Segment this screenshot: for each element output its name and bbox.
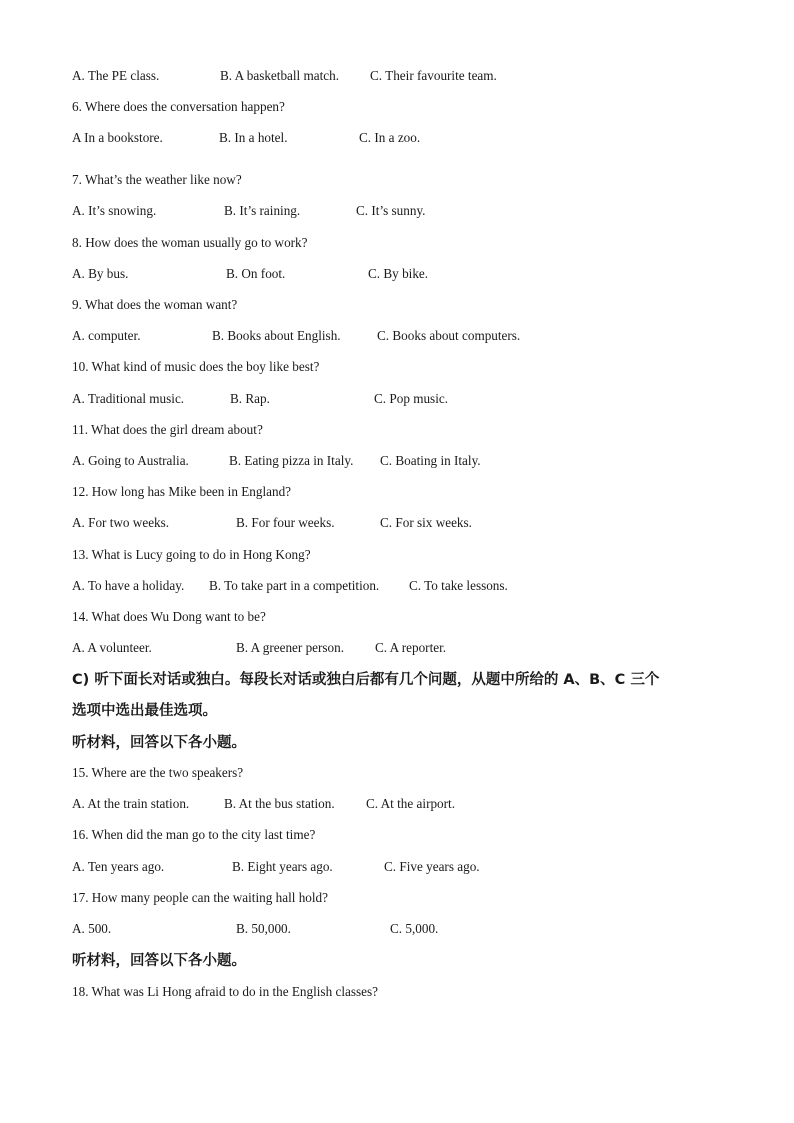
- option-a: A. To have a holiday.: [72, 578, 185, 593]
- option-a: A. At the train station.: [72, 796, 190, 811]
- question-14: 14. What does Wu Dong want to be?: [72, 609, 266, 624]
- option-a: A. Going to Australia.: [72, 453, 189, 468]
- question-15: 15. Where are the two speakers?: [72, 765, 244, 780]
- option-b: B. On foot.: [226, 266, 286, 281]
- question-16: 16. When did the man go to the city last time?: [72, 827, 316, 842]
- option-a: A. The PE class.: [72, 68, 160, 83]
- option-b: B. Eating pizza in Italy.: [229, 453, 354, 468]
- option-a: A. For two weeks.: [72, 515, 170, 530]
- section-c-instruction-cont: 选项中选出最佳选项。: [72, 703, 217, 719]
- question-7: 7. What’s the weather like now?: [72, 172, 242, 187]
- option-c: C. In a zoo.: [359, 130, 421, 145]
- option-a: A. 500.: [72, 921, 112, 936]
- option-a: A In a bookstore.: [72, 130, 163, 145]
- section-c-instruction: C) 听下面长对话或独白。每段长对话或独白后都有几个问题，从题中所给的 A、B、C 三个: [72, 672, 660, 688]
- option-c: C. Books about computers.: [377, 328, 521, 343]
- option-a: A. Ten years ago.: [72, 859, 165, 874]
- option-a: A. By bus.: [72, 266, 129, 281]
- option-b: B. A greener person.: [236, 640, 345, 655]
- question-17: 17. How many people can the waiting hall hold?: [72, 890, 328, 905]
- option-b: B. Rap.: [230, 391, 270, 406]
- option-c: C. At the airport.: [366, 796, 456, 811]
- option-b: B. In a hotel.: [219, 130, 288, 145]
- listening-prompt: 听材料，回答以下各小题。: [72, 953, 246, 969]
- question-11: 11. What does the girl dream about?: [72, 422, 263, 437]
- option-b: B. Books about English.: [212, 328, 341, 343]
- option-a: A. It’s snowing.: [72, 203, 157, 218]
- option-b: B. A basketball match.: [220, 68, 340, 83]
- option-b: B. To take part in a competition.: [209, 578, 380, 593]
- option-c: C. Pop music.: [374, 391, 449, 406]
- option-b: B. For four weeks.: [236, 515, 335, 530]
- option-a: A. Traditional music.: [72, 391, 185, 406]
- option-b: B. At the bus station.: [224, 796, 335, 811]
- question-9: 9. What does the woman want?: [72, 297, 238, 312]
- option-b: B. Eight years ago.: [232, 859, 333, 874]
- option-a: A. computer.: [72, 328, 141, 343]
- option-c: C. Their favourite team.: [370, 68, 497, 83]
- option-b: B. It’s raining.: [224, 203, 301, 218]
- question-18: 18. What was Li Hong afraid to do in the English classes?: [72, 984, 378, 999]
- listening-prompt: 听材料，回答以下各小题。: [72, 735, 246, 751]
- option-c: C. Boating in Italy.: [380, 453, 481, 468]
- question-6: 6. Where does the conversation happen?: [72, 99, 285, 114]
- option-c: C. 5,000.: [390, 921, 439, 936]
- option-b: B. 50,000.: [236, 921, 291, 936]
- question-8: 8. How does the woman usually go to work?: [72, 235, 308, 250]
- option-c: C. Five years ago.: [384, 859, 480, 874]
- question-13: 13. What is Lucy going to do in Hong Kong?: [72, 547, 311, 562]
- option-c: C. For six weeks.: [380, 515, 472, 530]
- option-c: C. To take lessons.: [409, 578, 508, 593]
- option-c: C. It’s sunny.: [356, 203, 426, 218]
- option-c: C. A reporter.: [375, 640, 447, 655]
- question-12: 12. How long has Mike been in England?: [72, 484, 292, 499]
- option-a: A. A volunteer.: [72, 640, 152, 655]
- option-c: C. By bike.: [368, 266, 429, 281]
- question-10: 10. What kind of music does the boy like best?: [72, 359, 320, 374]
